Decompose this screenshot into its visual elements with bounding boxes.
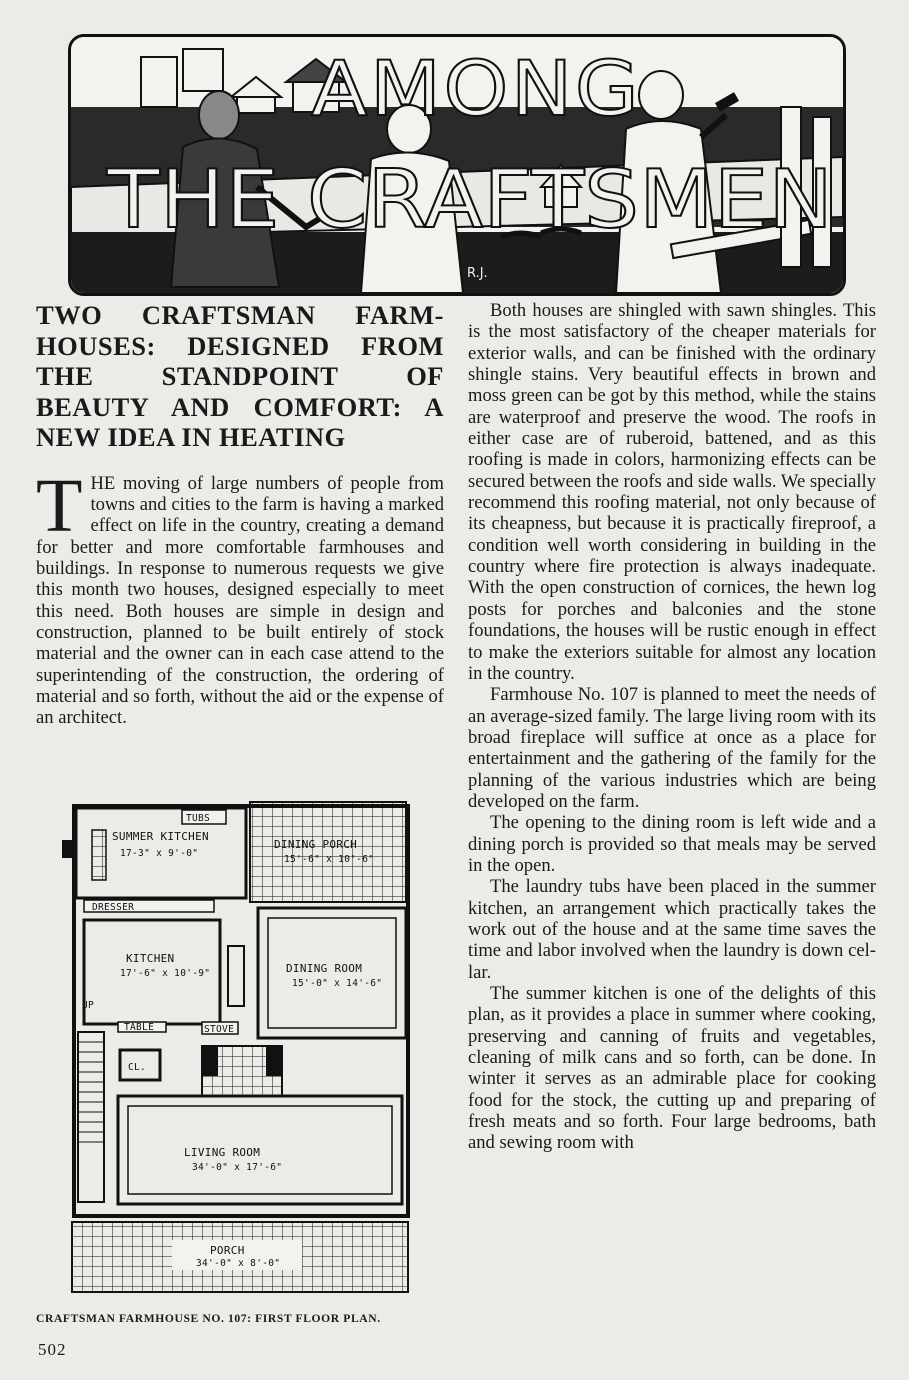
banner-title-line2: THE CRAFTSMEN — [105, 153, 834, 246]
craftsmen-banner-art — [71, 37, 843, 293]
figure-caption: CRAFTSMAN FARMHOUSE NO. 107: FIRST FLOOR PLAN. — [36, 1312, 381, 1325]
label-porch-dims: 34'-0" x 8'-0" — [196, 1258, 281, 1269]
label-summer-kitchen-dims: 17-3" x 9'-0" — [120, 848, 199, 859]
artist-signature: R.J. — [467, 266, 488, 281]
paragraph-text: The opening to the dining room is left wide and a dining porch is provided so that meals may be served in the open. — [468, 812, 876, 876]
paragraph-text: Both houses are shingled with sawn shingles. This is the most satisfactory of the cheaper materials for exterior walls, and can be finished with the ordinary shingle stains. Very beautiful effects in brown and moss green can be got by this method, while the stains are waterproof and preserve the wood. The roofs in either case are of ruberoid, battened, and as this roofing is made in colors, harmonizing effects can be secured between the roofs and side walls. We specially recommend this roofing material, not only because of its cheapness, but because it is practically fireproof, a condition well worth considering in building in the country where fire protection is always inadequate. With the open construction of cornices, the hewn log posts for porches and balconies and the stone foundations, the houses will be rustic enough in effect to make the exteriors suitable for almost any location in the country. — [468, 300, 876, 684]
label-living-room: LIVING ROOM — [184, 1146, 261, 1159]
drop-cap: T — [36, 463, 83, 548]
paragraph-text: Farmhouse No. 107 is planned to meet the needs of an average-sized family. The large living room with its broad fireplace will suffice at once as a place for entertainment and the gathering of the family for the planning of the various industries which are being developed on the farm. — [468, 684, 876, 812]
label-tubs: TUBS — [186, 813, 211, 824]
label-porch: PORCH — [210, 1244, 245, 1257]
label-summer-kitchen: SUMMER KITCHEN — [112, 830, 209, 843]
article-headline — [36, 300, 444, 453]
label-stove: STOVE — [204, 1024, 235, 1035]
headline-line: BEAUTY AND COMFORT: A — [36, 391, 444, 422]
label-dining-room-dims: 15'-0" x 14'-6" — [292, 978, 383, 989]
banner-title-line1: AMONG — [311, 44, 641, 133]
label-dining-porch-dims: 15'-6" x 10'-6" — [284, 854, 375, 865]
paragraph-text: HE moving of large numbers of people from towns and cities to the farm is having a marked effect on life in the country, creating a demand for better and more comfortable farmhouses and buildings. In response to numerous requests we give this month two houses, designed especially to meet this need. Both houses are simple in design and construction, planned to be built entirely of stock material and the owner can in each case attend to the superintending of the construction, the ordering of material and so forth, without the aid or the expense of an architect. — [36, 472, 444, 729]
label-kitchen: KITCHEN — [126, 952, 175, 965]
left-column — [36, 300, 444, 729]
opening-paragraph — [36, 463, 444, 729]
label-closet: CL. — [128, 1062, 147, 1073]
page-number: 502 — [38, 1340, 67, 1359]
label-up: UP — [82, 1000, 95, 1011]
paragraph-text: The summer kitchen is one of the delights of this plan, as it provides a place in summer where cooking, preserving and canning of fruits and vegetables, cleaning of milk cans and so forth, can be done. In winter it serves as an admirable place for cooking food for the stock, the cutting up and preparing of fresh meats and so forth. Four large bedrooms, bath and sewing room with — [468, 983, 876, 1154]
floor-plan-svg — [62, 796, 412, 1298]
floor-plan-drawing — [62, 796, 412, 1298]
label-kitchen-dims: 17'-6" x 10'-9" — [120, 968, 211, 979]
label-dresser: DRESSER — [92, 902, 135, 913]
label-table: TABLE — [124, 1022, 155, 1033]
headline-line: HOUSES: DESIGNED FROM — [36, 330, 444, 361]
label-dining-room: DINING ROOM — [286, 962, 363, 975]
label-living-room-dims: 34'-0" x 17'-6" — [192, 1162, 283, 1173]
headline-line: THE STANDPOINT OF — [36, 361, 444, 391]
label-dining-porch: DINING PORCH — [274, 838, 358, 851]
headline-line: TWO CRAFTSMAN FARM- — [36, 300, 444, 330]
right-column — [468, 300, 876, 1154]
paragraph-text: The laundry tubs have been placed in the summer kitchen, an arrangement which practically takes the work out of the house and at the same time saves the time and labor involved when the laundry is down cellar. — [468, 876, 876, 983]
headline-line: NEW IDEA IN HEATING — [36, 422, 346, 452]
header-illustration — [68, 34, 846, 296]
